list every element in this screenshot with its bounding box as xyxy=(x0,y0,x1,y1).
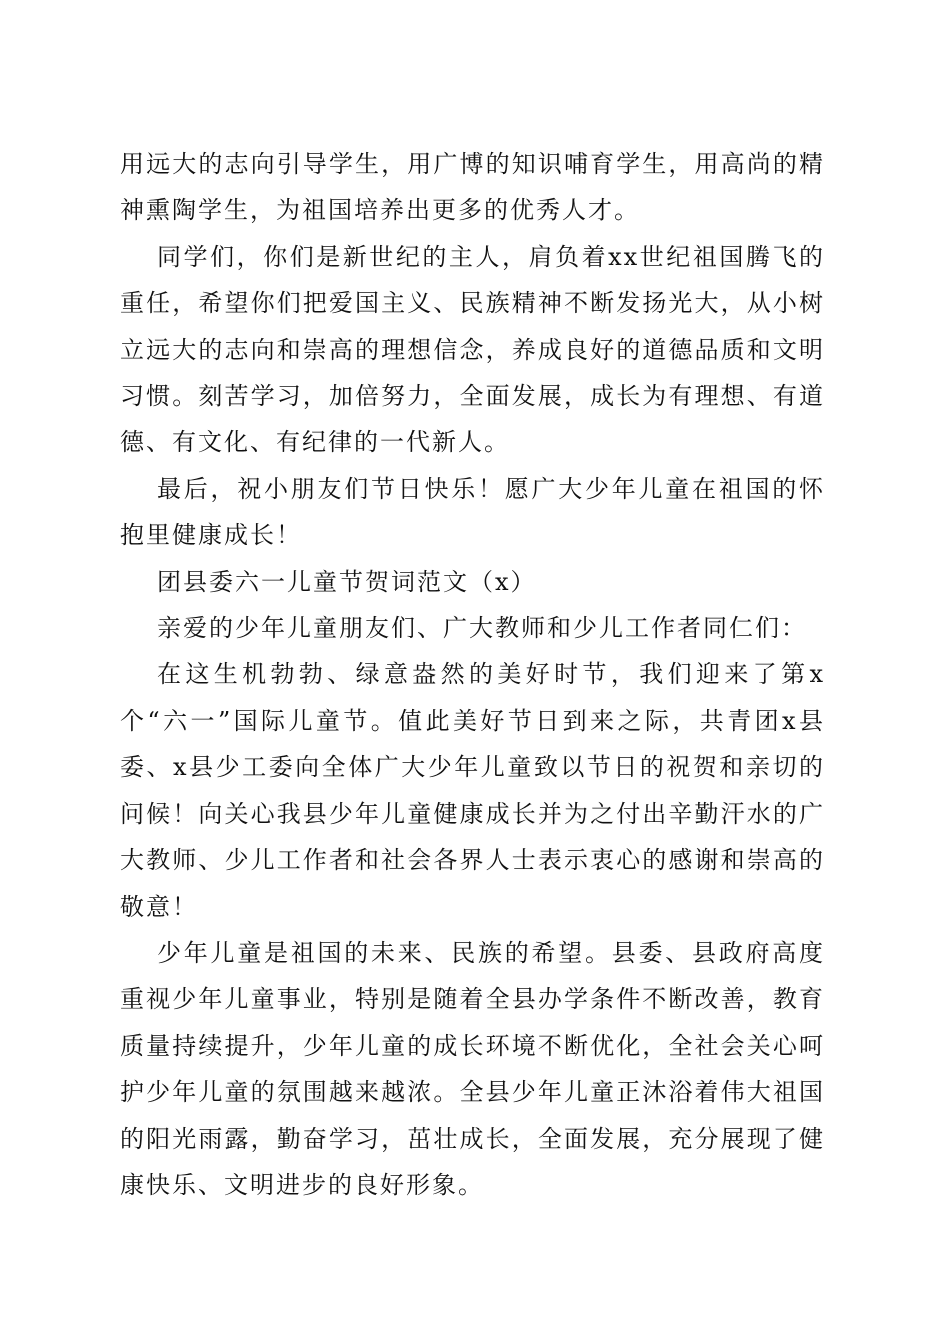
section-heading: 团县委六一儿童节贺词范文（x） xyxy=(157,567,537,596)
paragraph-3: 最后，祝小朋友们节日快乐！愿广大少年儿童在祖国的怀抱里健康成长！ xyxy=(120,474,825,550)
paragraph-7: 少年儿童是祖国的未来、民族的希望。县委、县政府高度重视少年儿童事业，特别是随着全县办学条件不断改善，教育质量持续提升，少年儿童的成长环境不断优化，全社会关心呵护少年儿童的氛围越来越浓。全县少年儿童正沐浴着伟大祖国的阳光雨露，勤奋学习，茁壮成长，全面发展，充分展现了健康快乐、文明进步的良好形象。 xyxy=(120,938,825,1199)
paragraph-2: 同学们，你们是新世纪的主人，肩负着xx世纪祖国腾飞的重任，希望你们把爱国主义、民族精神不断发扬光大，从小树立远大的志向和崇高的理想信念，养成良好的道德品质和文明习惯。刻苦学习，加倍努力，全面发展，成长为有理想、有道德、有文化、有纪律的一代新人。 xyxy=(120,242,825,457)
document-body xyxy=(120,141,825,1208)
paragraph-6: 在这生机勃勃、绿意盎然的美好时节，我们迎来了第x个“六一”国际儿童节。值此美好节日到来之际，共青团x县委、x县少工委向全体广大少年儿童致以节日的祝贺和亲切的问候！向关心我县少年儿童健康成长并为之付出辛勤汗水的广大教师、少儿工作者和社会各界人士表示衷心的感谢和崇高的敬意！ xyxy=(120,660,825,921)
salutation: 亲爱的少年儿童朋友们、广大教师和少儿工作者同仁们： xyxy=(157,614,807,643)
paragraph-1: 用远大的志向引导学生，用广博的知识哺育学生，用高尚的精神熏陶学生，为祖国培养出更多的优秀人才。 xyxy=(120,150,825,225)
